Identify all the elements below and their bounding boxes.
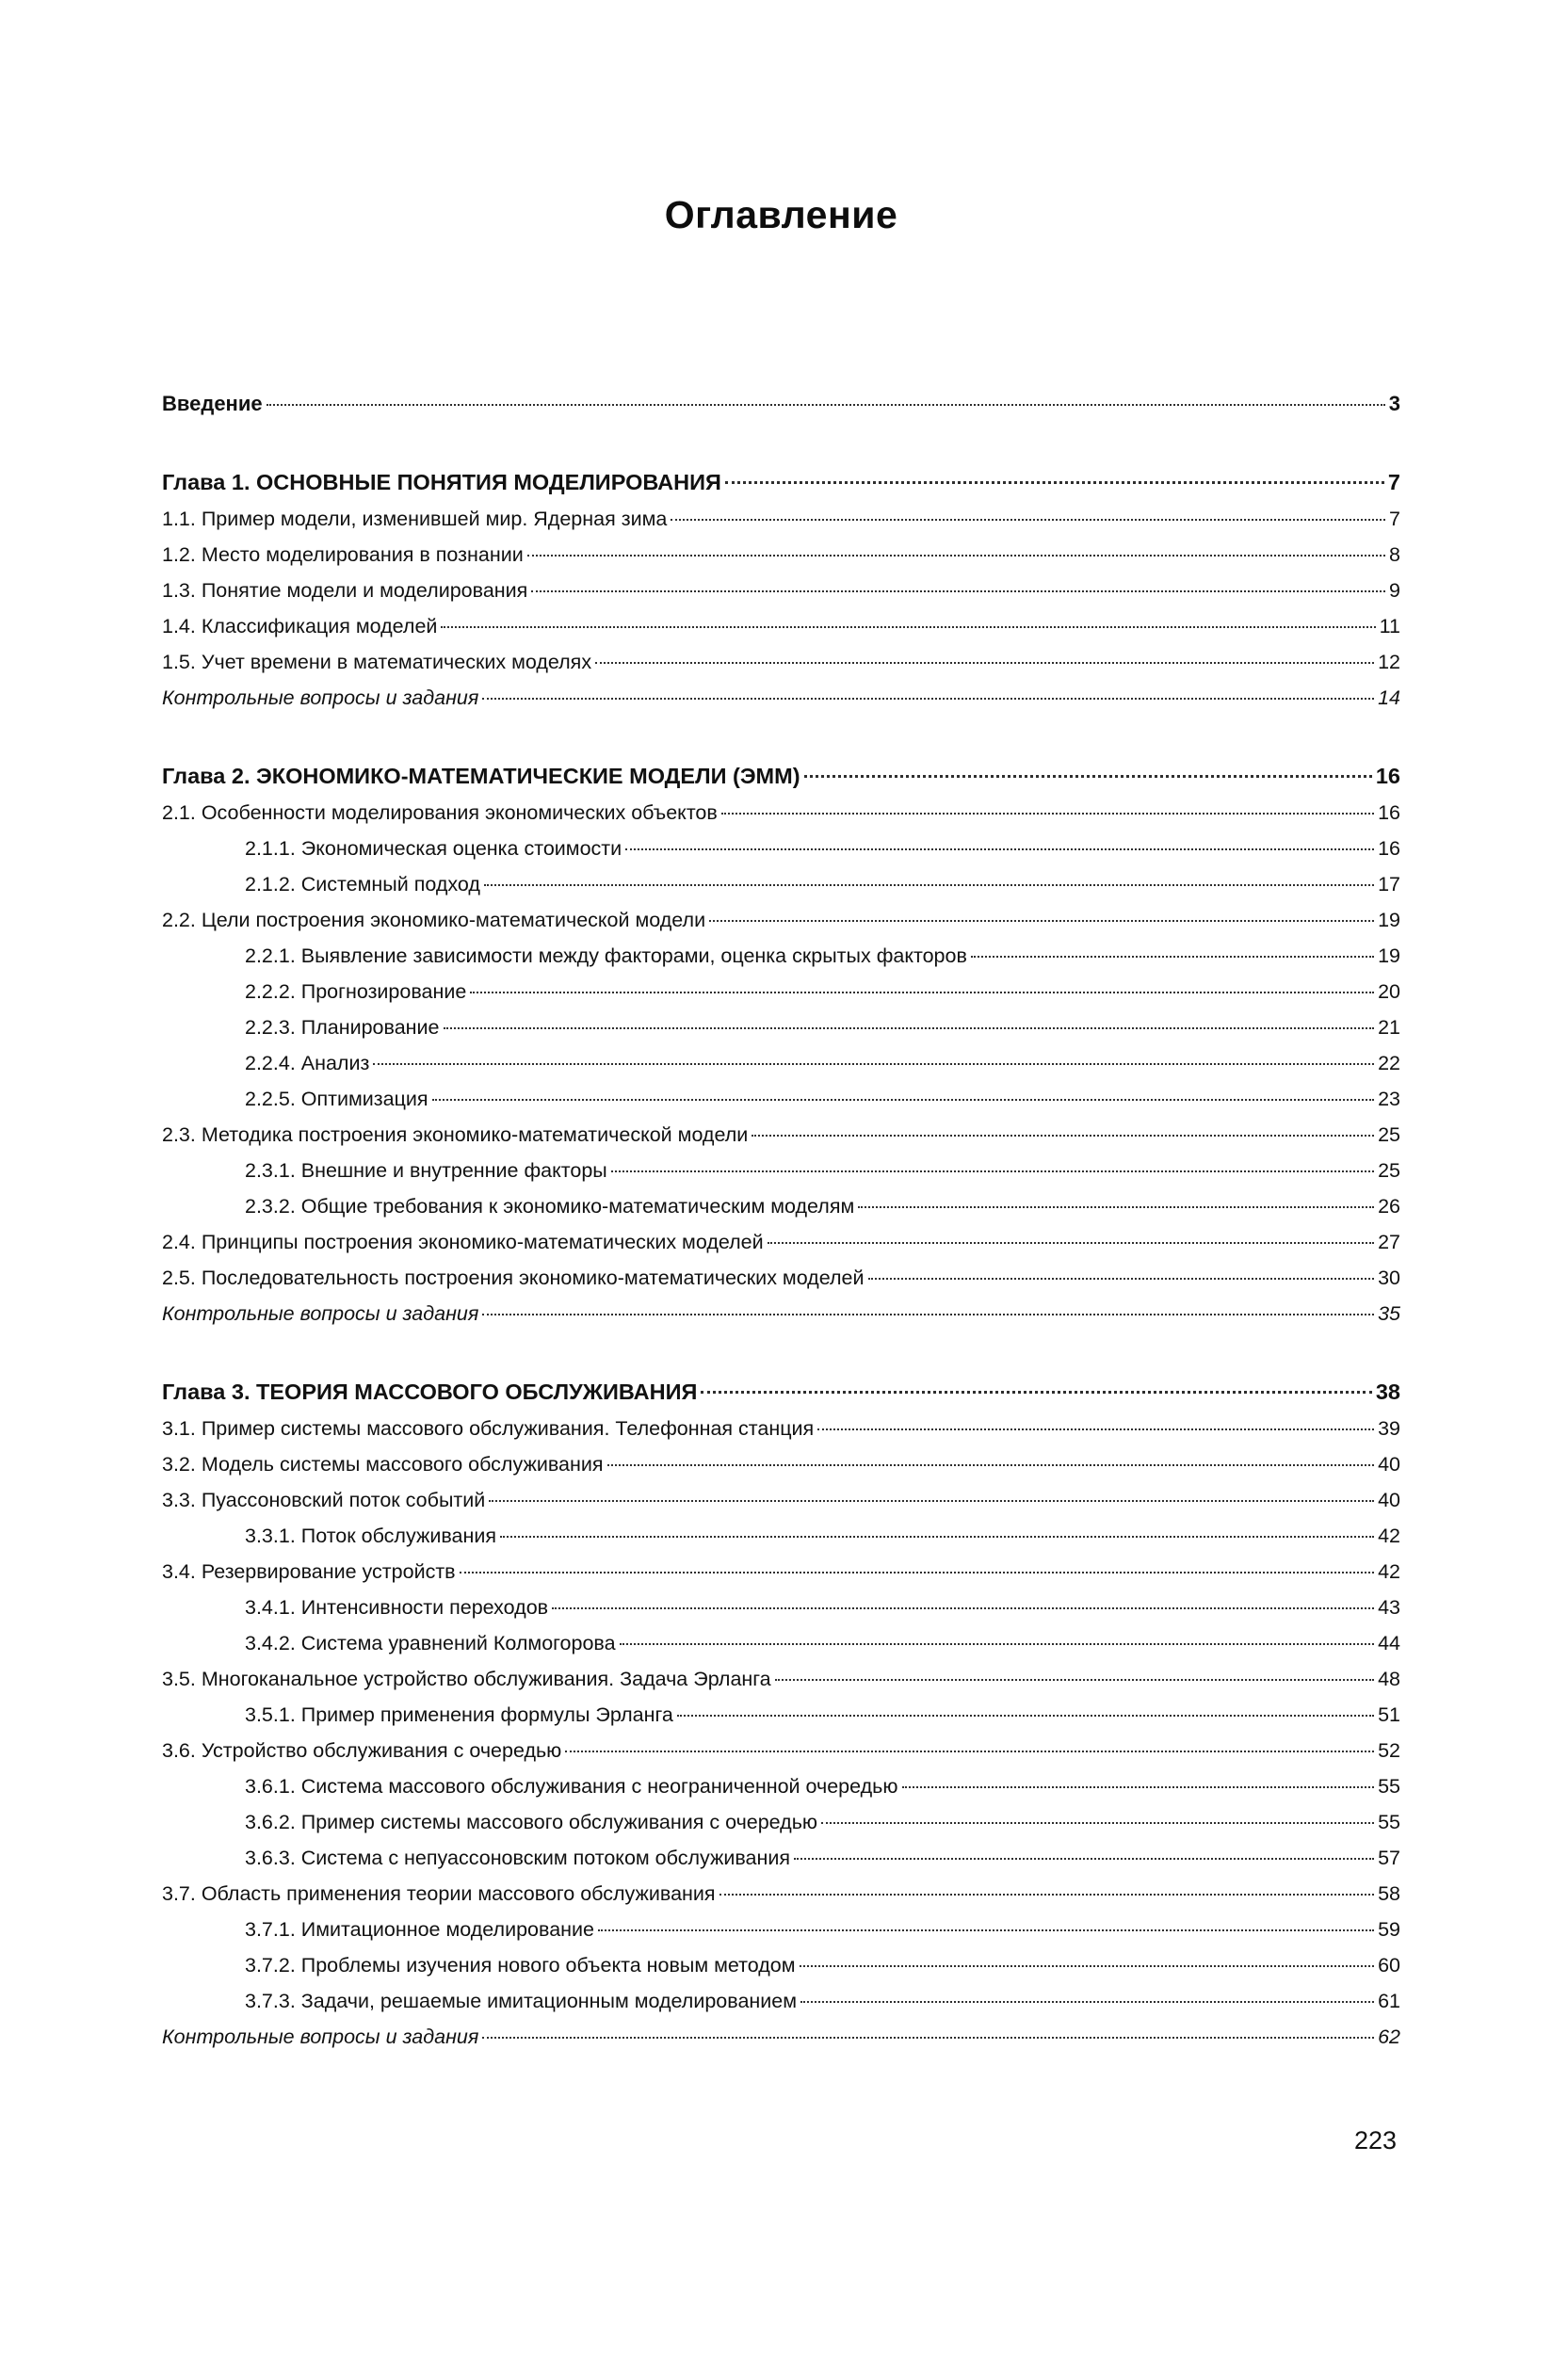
dot-leader (677, 1715, 1374, 1717)
toc-entry-page: 30 (1378, 1267, 1400, 1289)
toc-entry-label: Глава 1. ОСНОВНЫЕ ПОНЯТИЯ МОДЕЛИРОВАНИЯ (162, 470, 721, 494)
toc-entry (162, 1117, 1400, 1153)
dot-leader (721, 813, 1374, 815)
toc-entry (162, 938, 1400, 974)
toc-entry-page: 59 (1378, 1918, 1400, 1941)
toc-entry (162, 1840, 1400, 1876)
toc-entry-label: 3.7.3. Задачи, решаемые имитационным моделированием (245, 1990, 798, 2012)
toc-entry-page: 43 (1378, 1596, 1400, 1619)
toc-entry-label: 3.4.1. Интенсивности переходов (245, 1596, 549, 1619)
toc-entry (162, 1947, 1400, 1983)
toc-entry (162, 1373, 1400, 1411)
dot-leader (858, 1206, 1374, 1208)
toc-entry (162, 1661, 1400, 1697)
toc-entry-page: 38 (1375, 1380, 1400, 1404)
toc-entry-page: 12 (1378, 651, 1400, 673)
toc-entry-label: 3.7.2. Проблемы изучения нового объекта новым методом (245, 1954, 796, 1977)
toc-entry-page: 8 (1389, 543, 1400, 566)
toc-entry-label: 2.2. Цели построения экономико-математической модели (162, 909, 706, 931)
toc-entry (162, 1224, 1400, 1260)
toc-entry (162, 1045, 1400, 1081)
toc-entry-page: 3 (1388, 392, 1400, 415)
toc-entry-label: 3.5. Многоканальное устройство обслуживания. Задача Эрланга (162, 1668, 771, 1690)
dot-leader (500, 1536, 1374, 1538)
toc-entry (162, 902, 1400, 938)
toc-entry (162, 2019, 1400, 2055)
toc-entry (162, 1768, 1400, 1804)
dot-leader (441, 626, 1375, 628)
toc-entry (162, 974, 1400, 1009)
toc-entry-page: 19 (1378, 909, 1400, 931)
toc-entry (162, 1733, 1400, 1768)
toc-entry-label: 2.1. Особенности моделирования экономических объектов (162, 801, 718, 824)
toc-entry (162, 1518, 1400, 1554)
dot-leader (671, 519, 1385, 521)
toc-entry-label: 2.3.2. Общие требования к экономико-математическим моделям (245, 1195, 855, 1218)
toc-entry-label: 2.1.1. Экономическая оценка стоимости (245, 837, 622, 860)
dot-leader (611, 1170, 1374, 1172)
dot-leader (775, 1679, 1374, 1681)
toc-entry-page: 7 (1387, 470, 1400, 494)
toc-entry-label: 3.4.2. Система уравнений Колмогорова (245, 1632, 616, 1654)
dot-leader (444, 1027, 1375, 1029)
dot-leader (598, 1929, 1374, 1931)
toc-entry (162, 573, 1400, 608)
toc-entry-page: 39 (1378, 1417, 1400, 1440)
toc-entry (162, 1260, 1400, 1296)
dot-leader (821, 1822, 1374, 1824)
toc-entry-label: 3.3. Пуассоновский поток событий (162, 1489, 486, 1511)
toc-entry-label: 3.6.1. Система массового обслуживания с неограниченной очередью (245, 1775, 898, 1798)
toc-entry-page: 14 (1378, 686, 1400, 709)
dot-leader (484, 884, 1374, 886)
dot-leader (971, 956, 1374, 958)
toc-entry (162, 537, 1400, 573)
toc-entry-label: 3.1. Пример системы массового обслуживания. Телефонная станция (162, 1417, 815, 1440)
toc-entry-page: 23 (1378, 1088, 1400, 1110)
dot-leader (817, 1428, 1374, 1430)
dot-leader (701, 1391, 1371, 1394)
toc-entry-page: 25 (1378, 1123, 1400, 1146)
toc-entry-page: 52 (1378, 1739, 1400, 1762)
toc-entry-label: Глава 2. ЭКОНОМИКО-МАТЕМАТИЧЕСКИЕ МОДЕЛИ (ЭММ) (162, 764, 800, 788)
toc-entry-page: 26 (1378, 1195, 1400, 1218)
toc-entry-page: 17 (1378, 873, 1400, 896)
toc-entry-label: 2.2.1. Выявление зависимости между факторами, оценка скрытых факторов (245, 944, 967, 967)
toc-entry-page: 9 (1389, 579, 1400, 602)
toc-entry-page: 7 (1389, 508, 1400, 530)
toc-entry-label: 3.7.1. Имитационное моделирование (245, 1918, 594, 1941)
toc-list (162, 386, 1400, 2055)
toc-entry-label: 2.1.2. Системный подход (245, 873, 480, 896)
toc-entry (162, 757, 1400, 795)
toc-entry-page: 27 (1378, 1231, 1400, 1253)
toc-entry-label: 3.2. Модель системы массового обслуживания (162, 1453, 604, 1476)
toc-entry (162, 1625, 1400, 1661)
toc-entry (162, 680, 1400, 716)
dot-leader (902, 1786, 1375, 1788)
dot-leader (768, 1242, 1374, 1244)
toc-entry (162, 1554, 1400, 1589)
toc-entry-page: 42 (1378, 1525, 1400, 1547)
toc-entry-page: 25 (1378, 1159, 1400, 1182)
toc-entry (162, 1589, 1400, 1625)
dot-leader (531, 590, 1385, 592)
dot-leader (552, 1607, 1374, 1609)
toc-entry-label: 2.2.5. Оптимизация (245, 1088, 428, 1110)
dot-leader (800, 2001, 1374, 2003)
toc-entry-page: 51 (1378, 1703, 1400, 1726)
toc-entry-page: 42 (1378, 1560, 1400, 1583)
toc-entry-label: Контрольные вопросы и задания (162, 2025, 479, 2048)
dot-leader (725, 481, 1384, 484)
toc-entry (162, 1153, 1400, 1188)
toc-entry-page: 35 (1378, 1302, 1400, 1325)
dot-leader (709, 920, 1374, 922)
toc-entry-label: 1.5. Учет времени в математических моделях (162, 651, 592, 673)
dot-leader (868, 1278, 1375, 1280)
toc-entry-page: 11 (1379, 615, 1400, 637)
toc-entry-page: 44 (1378, 1632, 1400, 1654)
toc-entry-label: Контрольные вопросы и задания (162, 686, 479, 709)
toc-entry-label: 3.6.3. Система с непуассоновским потоком обслуживания (245, 1847, 791, 1869)
toc-entry (162, 1411, 1400, 1446)
dot-leader (527, 555, 1385, 557)
dot-leader (565, 1751, 1374, 1752)
dot-leader (719, 1894, 1375, 1896)
toc-entry-page: 20 (1378, 980, 1400, 1003)
dot-leader (470, 992, 1374, 993)
dot-leader (482, 698, 1374, 700)
toc-entry-label: 3.6.2. Пример системы массового обслуживания с очередью (245, 1811, 818, 1833)
dot-leader (752, 1135, 1374, 1137)
toc-entry-label: 3.4. Резервирование устройств (162, 1560, 456, 1583)
dot-leader (620, 1643, 1375, 1645)
toc-entry (162, 866, 1400, 902)
toc-entry-label: 2.4. Принципы построения экономико-математических моделей (162, 1231, 764, 1253)
toc-entry (162, 644, 1400, 680)
toc-entry (162, 1983, 1400, 2019)
toc-entry-page: 62 (1378, 2025, 1400, 2048)
dot-leader (625, 848, 1374, 850)
toc-entry-label: 1.2. Место моделирования в познании (162, 543, 524, 566)
toc-entry-page: 58 (1378, 1882, 1400, 1905)
toc-entry-label: 2.2.2. Прогнозирование (245, 980, 467, 1003)
toc-entry-page: 40 (1378, 1489, 1400, 1511)
toc-entry-page: 55 (1378, 1811, 1400, 1833)
toc-entry-label: 2.3. Методика построения экономико-математической модели (162, 1123, 749, 1146)
toc-entry (162, 1188, 1400, 1224)
dot-leader (482, 1314, 1374, 1315)
dot-leader (489, 1500, 1374, 1502)
toc-entry-label: Контрольные вопросы и задания (162, 1302, 479, 1325)
toc-entry (162, 386, 1400, 422)
toc-entry (162, 608, 1400, 644)
toc-entry-page: 61 (1378, 1990, 1400, 2012)
toc-entry (162, 1482, 1400, 1518)
toc-entry-label: 2.3.1. Внешние и внутренние факторы (245, 1159, 607, 1182)
toc-entry (162, 1697, 1400, 1733)
toc-entry-page: 21 (1378, 1016, 1400, 1039)
toc-entry-label: 2.5. Последовательность построения экономико-математических моделей (162, 1267, 865, 1289)
dot-leader (460, 1572, 1374, 1573)
dot-leader (804, 775, 1372, 778)
toc-entry-page: 19 (1378, 944, 1400, 967)
dot-leader (607, 1464, 1375, 1466)
toc-entry-page: 16 (1378, 837, 1400, 860)
dot-leader (267, 404, 1385, 406)
dot-leader (373, 1063, 1374, 1065)
toc-entry-page: 55 (1378, 1775, 1400, 1798)
toc-entry (162, 501, 1400, 537)
toc-entry-page: 60 (1378, 1954, 1400, 1977)
toc-entry (162, 1009, 1400, 1045)
toc-entry-label: 3.5.1. Пример применения формулы Эрланга (245, 1703, 673, 1726)
toc-entry-label: 2.2.3. Планирование (245, 1016, 440, 1039)
toc-entry (162, 795, 1400, 831)
toc-entry (162, 831, 1400, 866)
page-title: Оглавление (664, 193, 898, 236)
toc-entry-label: 3.7. Область применения теории массового обслуживания (162, 1882, 716, 1905)
toc-entry-page: 40 (1378, 1453, 1400, 1476)
dot-leader (595, 662, 1374, 664)
toc-entry (162, 1804, 1400, 1840)
toc-entry-label: 3.6. Устройство обслуживания с очередью (162, 1739, 562, 1762)
dot-leader (432, 1099, 1375, 1101)
dot-leader (800, 1965, 1375, 1967)
toc-entry-label: 1.1. Пример модели, изменившей мир. Ядерная зима (162, 508, 668, 530)
toc-entry (162, 1446, 1400, 1482)
toc-entry-page: 22 (1378, 1052, 1400, 1074)
toc-entry-label: 1.4. Классификация моделей (162, 615, 438, 637)
page-number: 223 (1353, 2126, 1397, 2154)
toc-entry (162, 1296, 1400, 1331)
toc-entry-page: 16 (1378, 801, 1400, 824)
dot-leader (482, 2037, 1374, 2039)
toc-entry-page: 16 (1375, 764, 1400, 788)
toc-entry-label: 3.3.1. Поток обслуживания (245, 1525, 497, 1547)
toc-entry (162, 1876, 1400, 1912)
toc-entry-page: 48 (1378, 1668, 1400, 1690)
toc-entry-page: 57 (1378, 1847, 1400, 1869)
toc-entry (162, 463, 1400, 501)
toc-entry-label: 1.3. Понятие модели и моделирования (162, 579, 528, 602)
toc-entry-label: Глава 3. ТЕОРИЯ МАССОВОГО ОБСЛУЖИВАНИЯ (162, 1380, 698, 1404)
toc-entry-label: 2.2.4. Анализ (245, 1052, 370, 1074)
toc-entry (162, 1081, 1400, 1117)
toc-entry-label: Введение (162, 392, 263, 415)
toc-entry (162, 1912, 1400, 1947)
dot-leader (794, 1858, 1374, 1860)
